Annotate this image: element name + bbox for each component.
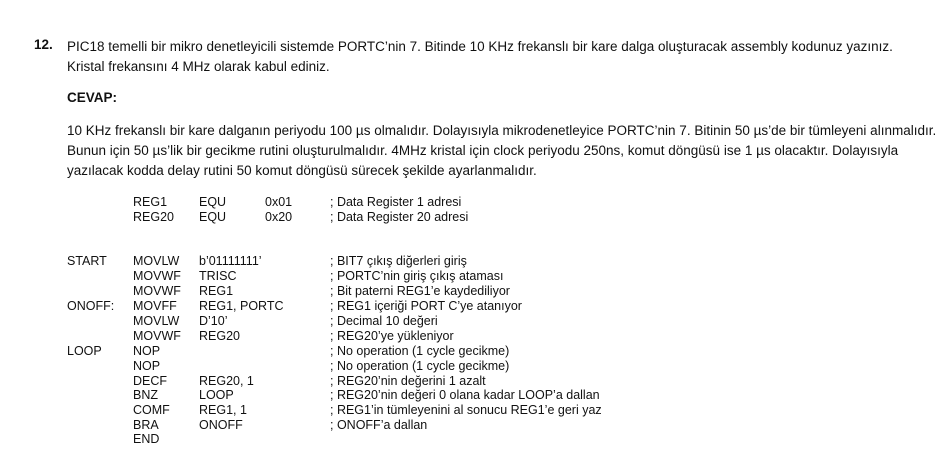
code-operand: REG20, 1 bbox=[199, 374, 254, 388]
code-opcode: NOP bbox=[133, 359, 161, 373]
question-number: 12. bbox=[34, 37, 53, 52]
code-comment: ; ONOFF’a dallan bbox=[330, 418, 428, 432]
code-opcode: MOVWF bbox=[133, 269, 181, 283]
equ-directive: EQU bbox=[199, 210, 227, 224]
code-opcode: MOVWF bbox=[133, 329, 181, 343]
equ-value: 0x20 bbox=[265, 210, 293, 224]
code-operand: ONOFF bbox=[199, 418, 243, 432]
question-text: PIC18 temelli bir mikro denetleyicili sistemde PORTC’nin 7. Bitinde 10 KHz frekanslı bir kare dalga oluşturacak assembly kodunuz yazınız. Kristal frekansını 4 MHz olarak kabul ediniz. bbox=[67, 39, 893, 74]
code-comment: ; REG1 içeriği PORT C’ye atanıyor bbox=[330, 299, 522, 313]
answer-heading: CEVAP: bbox=[67, 90, 118, 105]
code-opcode: MOVLW bbox=[133, 254, 180, 268]
code-comment: ; Decimal 10 değeri bbox=[330, 314, 438, 328]
equ-value: 0x01 bbox=[265, 195, 293, 209]
code-operand: REG1 bbox=[199, 284, 234, 298]
equ-comment: ; Data Register 20 adresi bbox=[330, 210, 469, 224]
code-opcode: BRA bbox=[133, 418, 159, 432]
code-opcode: COMF bbox=[133, 403, 170, 417]
code-comment: ; No operation (1 cycle gecikme) bbox=[330, 359, 510, 373]
code-opcode: NOP bbox=[133, 344, 161, 358]
code-comment: ; PORTC’nin giriş çıkış ataması bbox=[330, 269, 504, 283]
answer-paragraph: 10 KHz frekanslı bir kare dalganın periyodu 100 µs olmalıdır. Dolayısıyla mikrodenetleyice PORTC’nin 7. Bitinin 50 µs’de bir tümleyeni alınmalıdır. Bunun için 50 µs’lik bir gecikme rutini oluşturulmalıdır. 4MHz kristal için clock periyodu 250ns, komut döngüsü ise 1 µs olacaktır. Dolayısıyla yazılacak kodda delay rutini 50 komut döngüsü sürecek şekilde ayarlanmalıdır. bbox=[67, 123, 937, 178]
code-comment: ; REG20’nin değerini 1 azalt bbox=[330, 374, 486, 388]
code-opcode: BNZ bbox=[133, 388, 158, 402]
equ-comment: ; Data Register 1 adresi bbox=[330, 195, 462, 209]
code-label: START bbox=[67, 254, 107, 268]
code-operand: TRISC bbox=[199, 269, 237, 283]
equ-name: REG1 bbox=[133, 195, 168, 209]
code-label: ONOFF: bbox=[67, 299, 115, 313]
code-opcode: END bbox=[133, 432, 160, 446]
code-operand: b’01111111’ bbox=[199, 254, 262, 268]
code-opcode: MOVFF bbox=[133, 299, 177, 313]
code-label: LOOP bbox=[67, 344, 102, 358]
equ-directive: EQU bbox=[199, 195, 227, 209]
code-operand: REG20 bbox=[199, 329, 240, 343]
code-comment: ; BIT7 çıkış diğerleri giriş bbox=[330, 254, 467, 268]
equ-name: REG20 bbox=[133, 210, 174, 224]
code-comment: ; REG20’ye yükleniyor bbox=[330, 329, 454, 343]
code-comment: ; REG20’nin değeri 0 olana kadar LOOP’a dallan bbox=[330, 388, 600, 402]
code-opcode: MOVWF bbox=[133, 284, 181, 298]
code-comment: ; REG1’in tümleyenini al sonucu REG1’e geri yaz bbox=[330, 403, 602, 417]
code-opcode: DECF bbox=[133, 374, 168, 388]
code-operand: LOOP bbox=[199, 388, 234, 402]
code-operand: D’10’ bbox=[199, 314, 228, 328]
code-operand: REG1, PORTC bbox=[199, 299, 284, 313]
code-comment: ; Bit paterni REG1’e kaydediliyor bbox=[330, 284, 510, 298]
code-operand: REG1, 1 bbox=[199, 403, 247, 417]
code-opcode: MOVLW bbox=[133, 314, 180, 328]
code-comment: ; No operation (1 cycle gecikme) bbox=[330, 344, 510, 358]
